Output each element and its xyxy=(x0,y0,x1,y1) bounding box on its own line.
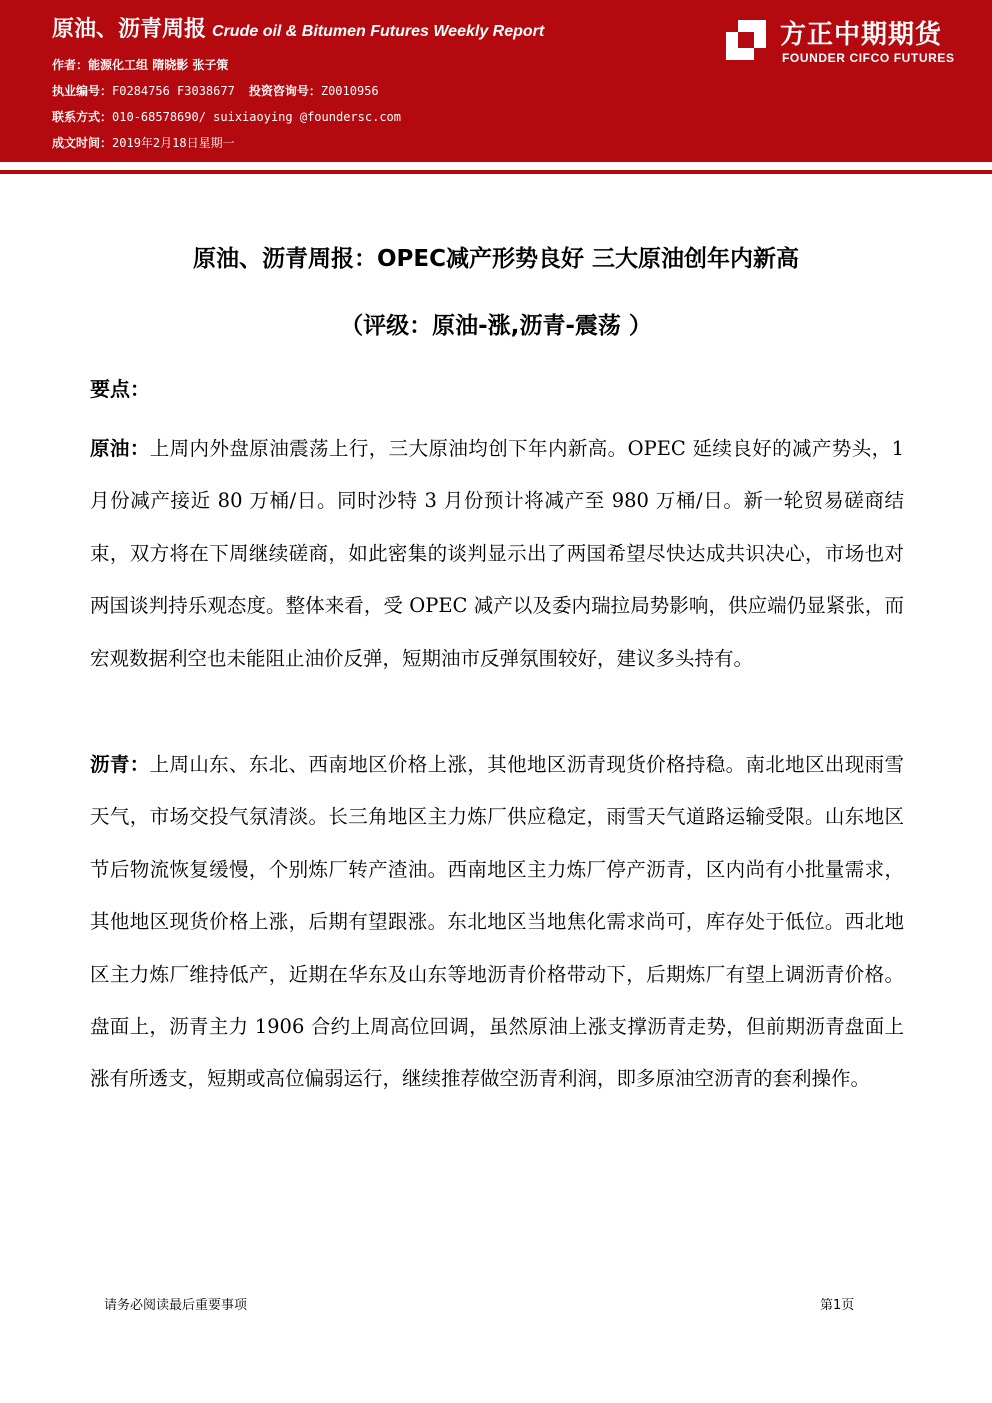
oil-paragraph xyxy=(90,423,904,685)
oil-text: 上周内外盘原油震荡上行，三大原油均创下年内新高。OPEC 延续良好的减产势头，1 月份减产接近 80 万桶/日。同时沙特 3 月份预计将减产至 980 万桶/日。新一轮贸易磋商结束，双方将在下周继续磋商，如此密集的谈判显示出了两国希望尽快达成共识决心，市场也对两国谈判持乐观态度。整体来看，受 OPEC 减产以及委内瑞拉局势影响，供应端仍显紧张，而宏观数据利空也未能阻止油价反弹，短期油市反弹氛围较好，建议多头持有。 xyxy=(90,437,904,670)
authors-line xyxy=(52,56,228,73)
contact-line xyxy=(52,108,401,125)
logo-name-en: FOUNDER CIFCO FUTURES xyxy=(782,51,955,65)
date-value: 2019年2月18日星期一 xyxy=(112,136,235,150)
title-en: Crude oil & Bitumen Futures Weekly Report xyxy=(212,23,545,40)
company-logo xyxy=(724,14,984,68)
contact-label: 联系方式： xyxy=(52,110,113,124)
logo-name-cn: 方正中期期货 xyxy=(780,20,943,50)
report-header xyxy=(0,0,992,162)
title-cn: 原油、沥青周报 xyxy=(52,17,207,42)
license-label: 执业编号： xyxy=(52,84,113,98)
document-rating: （评级：原油-涨,沥青-震荡 ） xyxy=(340,313,652,339)
report-title-banner xyxy=(52,12,544,43)
advisory-label: 投资咨询号： xyxy=(248,84,321,98)
oil-lead: 原油： xyxy=(90,437,150,460)
header-divider xyxy=(0,170,992,174)
document-title: 原油、沥青周报：OPEC减产形势良好 三大原油创年内新高 xyxy=(192,246,799,272)
license-line xyxy=(52,82,379,99)
authors-label: 作者： xyxy=(52,58,89,72)
date-line xyxy=(52,134,235,151)
founder-logo-icon xyxy=(724,18,768,62)
bitumen-paragraph xyxy=(90,739,904,1106)
license-value: F0284756 F3038677 xyxy=(112,84,235,98)
authors-value: 能源化工组 隋晓影 张子策 xyxy=(88,58,229,72)
key-points-heading: 要点： xyxy=(90,377,150,401)
date-label: 成文时间： xyxy=(52,136,113,150)
bitumen-text: 上周山东、东北、西南地区价格上涨，其他地区沥青现货价格持稳。南北地区出现雨雪天气，市场交投气氛清淡。长三角地区主力炼厂供应稳定，雨雪天气道路运输受限。山东地区节后物流恢复缓慢，个别炼厂转产渣油。西南地区主力炼厂停产沥青，区内尚有小批量需求，其他地区现货价格上涨，后期有望跟涨。东北地区当地焦化需求尚可，库存处于低位。西北地区主力炼厂维持低产，近期在华东及山东等地沥青价格带动下，后期炼厂有望上调沥青价格。盘面上，沥青主力 1906 合约上周高位回调，虽然原油上涨支撑沥青走势，但前期沥青盘面上涨有所透支，短期或高位偏弱运行，继续推荐做空沥青利润，即多原油空沥青的套利操作。 xyxy=(90,753,904,1091)
bitumen-lead: 沥青： xyxy=(90,753,150,776)
contact-value: 010-68578690/ suixiaoying @foundersc.com xyxy=(112,110,401,124)
footer-notice: 请务必阅读最后重要事项 xyxy=(104,1298,248,1313)
page-number: 第1页 xyxy=(820,1298,855,1313)
advisory-value: Z0010956 xyxy=(320,84,379,98)
